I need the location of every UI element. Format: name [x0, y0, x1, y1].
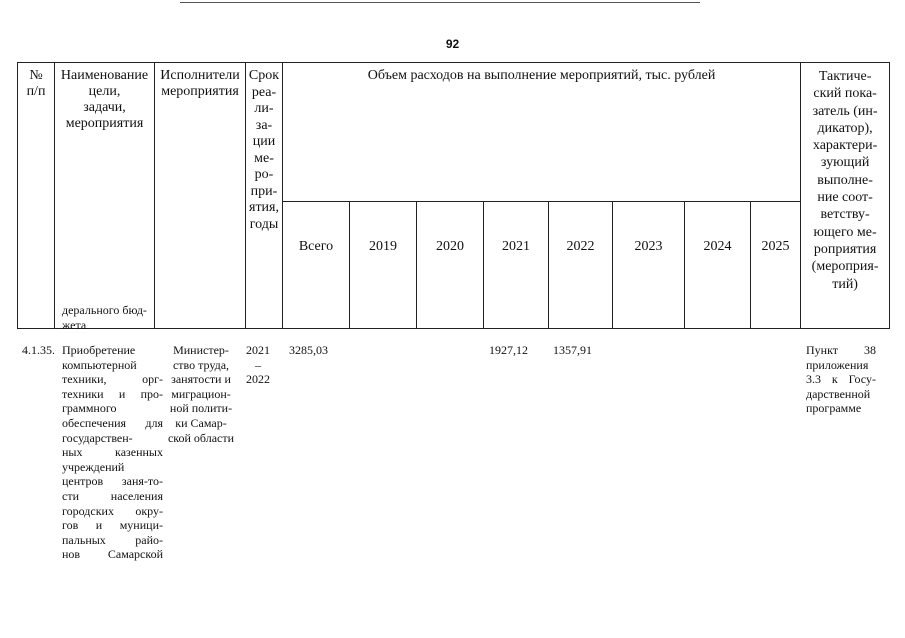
row-name-line: [62, 474, 163, 489]
row-name-line: [62, 460, 163, 475]
row-name-line: [62, 431, 163, 446]
row-name-word: техники,: [62, 372, 107, 387]
row-tactical-line: [806, 401, 876, 416]
header-number: № п/п: [18, 63, 55, 329]
row-name-line: [62, 401, 163, 416]
row-name-word: городских окру-: [62, 503, 163, 518]
row-tactical-word: Госу-: [848, 372, 876, 387]
header-name: Наименование цели, задачи, мероприятия: [55, 63, 155, 329]
row-tactical-line: [806, 358, 876, 373]
header-term: Срок реа- ли- за- ции ме- ро- при- ятия, годы: [246, 63, 283, 329]
continuation-text: дерального бюд- жета: [62, 303, 147, 332]
row-name-word: Самарской: [107, 547, 163, 562]
row-total: 3285,03: [289, 343, 328, 357]
row-name: [62, 343, 163, 562]
row-tactical-word: к: [831, 372, 838, 387]
row-name-word: граммного: [62, 401, 117, 416]
row-name-line: [62, 489, 163, 504]
row-name-line: [62, 372, 163, 387]
row-name-word: центров заня-то-: [62, 474, 163, 489]
row-tactical: [806, 343, 876, 416]
row-executor: Министер- ство труда, занятости и миграцион- ной полити- ки Самар- ской области: [167, 343, 235, 445]
header-tactical: Тактиче- ский пока- затель (ин- дикатор), характери- зующий выполне- ние соот- ветству- ющего ме- роприятия (мероприя- тий): [801, 63, 890, 329]
row-tactical-line: [806, 343, 876, 358]
column-total: Всего: [283, 202, 350, 329]
row-name-line: [62, 547, 163, 562]
row-tactical-word: дарственной: [806, 386, 871, 401]
row-name-line: [62, 387, 163, 402]
row-term: 2021 – 2022: [246, 343, 270, 387]
row-name-word: обеспечения для: [62, 415, 163, 430]
header-executors: Исполнители мероприятия: [155, 63, 246, 329]
row-name-word: населения: [110, 488, 163, 503]
row-tactical-word: приложения: [806, 357, 869, 372]
header-volume: Объем расходов на выполнение мероприятий, тыс. рублей: [283, 63, 801, 202]
row-name-word: нов: [62, 547, 81, 562]
row-tactical-line: [806, 372, 876, 387]
row-tactical-word: Пункт: [806, 343, 839, 357]
row-name-line: [62, 445, 163, 460]
row-name-line: [62, 358, 163, 373]
row-name-line: [62, 533, 163, 548]
row-name-line: [62, 504, 163, 519]
row-name-word: райо-: [135, 532, 163, 547]
row-name-word: Приобретение: [62, 343, 136, 357]
row-2022: 1357,91: [553, 343, 592, 357]
row-name-line: [62, 343, 163, 358]
row-tactical-word: 38: [864, 343, 876, 357]
header-table: [17, 62, 890, 329]
row-tactical-word: программе: [806, 401, 862, 416]
row-name-word: ных: [62, 445, 83, 460]
row-name-word: казенных: [115, 445, 163, 460]
row-name-word: техники и про-: [62, 386, 163, 401]
column-2024: 2024: [685, 202, 751, 329]
column-2022: 2022: [549, 202, 613, 329]
row-name-word: компьютерной: [62, 357, 137, 372]
page-number: 92: [445, 37, 460, 51]
row-name-line: [62, 416, 163, 431]
row-number: 4.1.35.: [22, 343, 55, 357]
row-tactical-word: 3.3: [806, 372, 821, 387]
column-2023: 2023: [613, 202, 685, 329]
row-tactical-line: [806, 387, 876, 402]
row-name-line: [62, 518, 163, 533]
row-name-word: государствен-: [62, 430, 133, 445]
row-name-word: орг-: [142, 372, 163, 387]
scan-edge-line: [180, 2, 700, 3]
row-name-word: пальных: [62, 532, 106, 547]
column-2021: 2021: [484, 202, 549, 329]
row-2021: 1927,12: [489, 343, 528, 357]
column-2025: 2025: [751, 202, 801, 329]
row-name-word: гов и муници-: [62, 518, 163, 533]
column-2019: 2019: [350, 202, 417, 329]
row-name-word: сти: [62, 488, 79, 503]
row-name-word: учреждений: [62, 459, 125, 474]
column-2020: 2020: [417, 202, 484, 329]
